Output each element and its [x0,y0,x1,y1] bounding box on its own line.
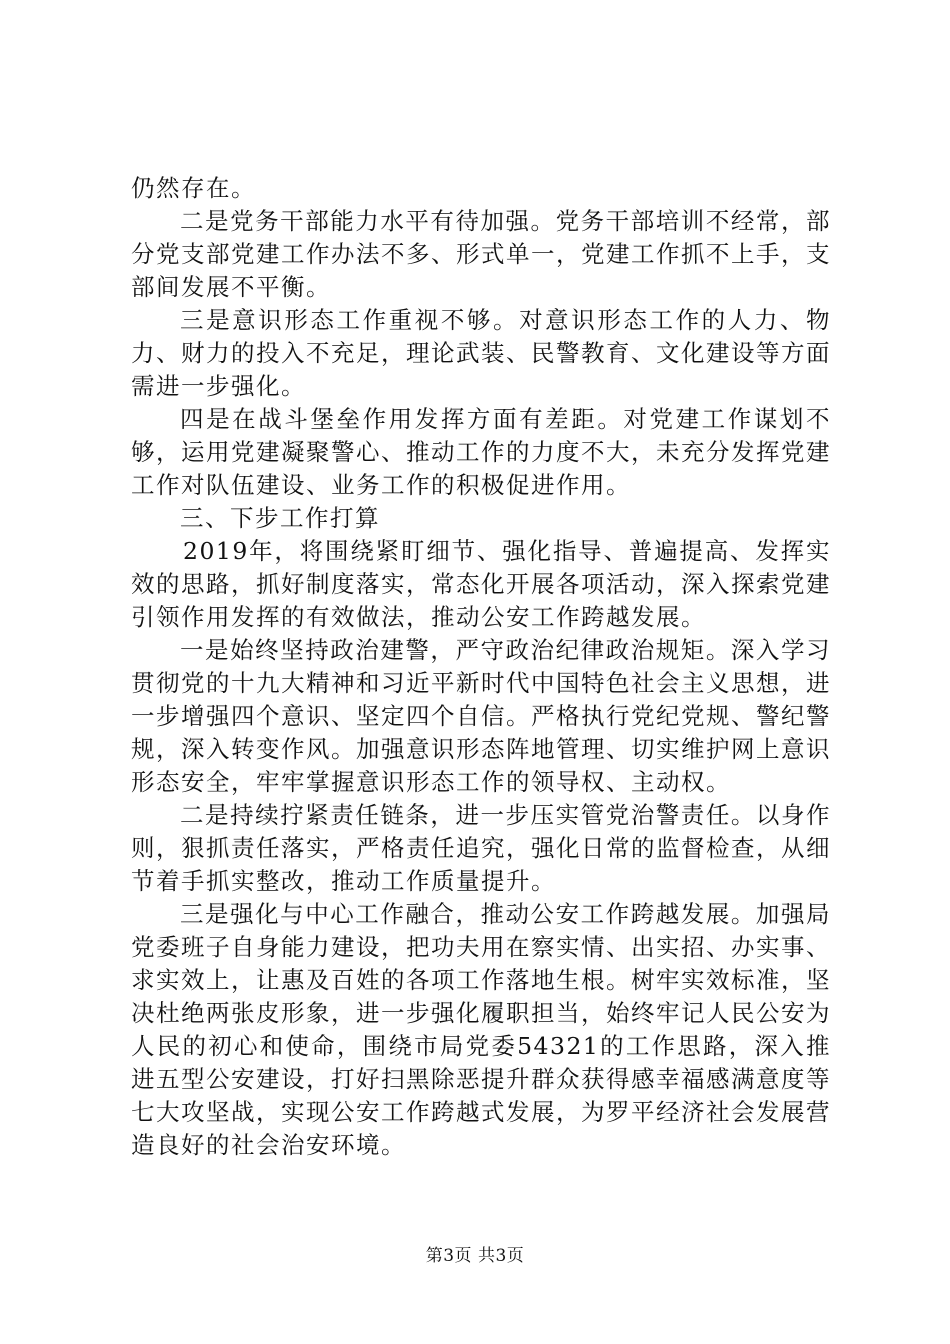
paragraph-point-two: 二是党务干部能力水平有待加强。党务干部培训不经常，部分党支部党建工作办法不多、形式单一，党建工作抓不上手，支部间发展不平衡。 [131,207,831,301]
section-heading: 三、下步工作打算 [180,504,380,532]
paragraph-plan-one: 一是始终坚持政治建警，严守政治纪律政治规矩。深入学习贯彻党的十九大精神和习近平新时代中国特色社会主义思想，进一步增强四个意识、坚定四个自信。严格执行党纪党规、警纪警规，深入转变作风。加强意识形态阵地管理、切实维护网上意识形态安全，牢牢掌握意识形态工作的领导权、主动权。 [131,636,831,796]
paragraph-plan-intro: 2019年，将围绕紧盯细节、强化指导、普遍提高、发挥实效的思路，抓好制度落实，常态化开展各项活动，深入探索党建引领作用发挥的有效做法，推动公安工作跨越发展。 [131,537,831,631]
paragraph-plan-two: 二是持续拧紧责任链条，进一步压实管党治警责任。以身作则，狠抓责任落实，严格责任追究，强化日常的监督检查，从细节着手抓实整改，推动工作质量提升。 [131,801,831,895]
paragraph-plan-three: 三是强化与中心工作融合，推动公安工作跨越发展。加强局党委班子自身能力建设，把功夫用在察实情、出实招、办实事、求实效上，让惠及百姓的各项工作落地生根。树牢实效标准，坚决杜绝两张皮形象，进一步强化履职担当，始终牢记人民公安为人民的初心和使命，围绕市局党委54321的工作思路，深入推进五型公安建设，打好扫黑除恶提升群众获得感幸福感满意度等七大攻坚战，实现公安工作跨越式发展，为罗平经济社会发展营造良好的社会治安环境。 [131,900,831,1159]
paragraph-continuation: 仍然存在。 [131,174,256,202]
document-body [131,172,831,1162]
paragraph-point-three: 三是意识形态工作重视不够。对意识形态工作的人力、物力、财力的投入不充足，理论武装、民警教育、文化建设等方面需进一步强化。 [131,306,831,400]
page-footer: 第3页 共3页 [425,1246,525,1266]
paragraph-point-four: 四是在战斗堡垒作用发挥方面有差距。对党建工作谋划不够，运用党建凝聚警心、推动工作的力度不大，未充分发挥党建工作对队伍建设、业务工作的积极促进作用。 [131,405,831,499]
